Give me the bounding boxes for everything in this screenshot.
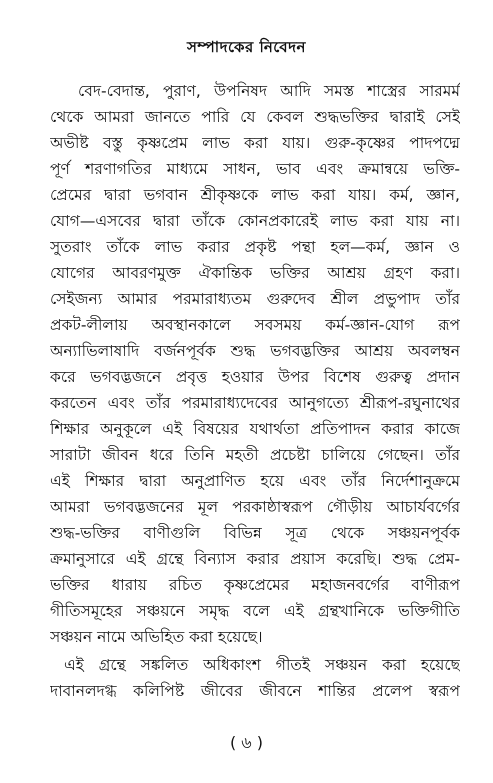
text-line: প্রেমের দ্বারা ভগবান শ্রীকৃষ্ণকে লাভ করা যায়। কর্ম, জ্ঞান, (50, 186, 460, 204)
text-line: বেদ-বেদান্ত, পুরাণ, উপনিষদ আদি সমস্ত শাস্ত্রের সারমর্ম (78, 82, 460, 100)
text-line: করতেন এবং তাঁর পরমারাধ্যদেবের আনুগত্যে শ্রীরূপ-রঘুনাথের (50, 394, 460, 412)
text-line: সেইজন্য আমার পরমারাধ্যতম গুরুদেব শ্রীল প্রভুপাদ তাঁর (50, 290, 460, 308)
text-line: এই শিক্ষার দ্বারা অনুপ্রাণিত হয়ে এবং তাঁর নির্দেশানুক্রমে (50, 472, 460, 490)
text-line: অভীষ্ট বস্তু কৃষ্ণপ্রেম লাভ করা যায়। গুরু-কৃষ্ণের পাদপদ্মে (50, 134, 460, 152)
text-line: অন্যাভিলাষাদি বর্জনপূর্বক শুদ্ধ ভগবদ্ভক্তির আশ্রয় অবলম্বন (50, 342, 460, 360)
text-line: সুতরাং তাঁকে লাভ করার প্রকৃষ্ট পন্থা হল—কর্ম, জ্ঞান ও (50, 238, 460, 256)
text-line: প্রকট-লীলায় অবস্থানকালে সবসময় কর্ম-জ্ঞান-যোগ রূপ (50, 316, 460, 334)
paragraph-1 (50, 78, 460, 650)
text-line: ভক্তির ধারায় রচিত কৃষ্ণপ্রেমের মহাজনবর্গের বাণীরূপ (50, 576, 460, 594)
paragraph-2 (50, 652, 460, 704)
text-line: আমরা ভগবদ্ভজনের মূল পরকাষ্ঠাস্বরূপ গৌড়ীয় আচার্যবর্গের (50, 498, 460, 516)
page-number: ( ৬ ) (229, 733, 264, 752)
text-line: করে ভগবদ্ভজনে প্রবৃত্ত হওয়ার উপর বিশেষ গুরুত্ব প্রদান (50, 368, 460, 386)
text-line: দাবানলদগ্ধ কলিপিষ্ট জীবের জীবনে শান্তির প্রলেপ স্বরূপ (50, 682, 460, 700)
text-line: থেকে আমরা জানতে পারি যে কেবল শুদ্ধভক্তির দ্বারাই সেই (50, 108, 460, 126)
text-line: সঞ্চয়ন নামে অভিহিত করা হয়েছে। (50, 628, 263, 646)
text-line: এই গ্রন্থে সঙ্কলিত অধিকাংশ গীতই সঞ্চয়ন করা হয়েছে (64, 656, 460, 674)
page-title: সম্পাদকের নিবেদন (187, 38, 306, 56)
body-text (50, 78, 460, 704)
text-line: শিক্ষার অনুকূলে এই বিষয়ের যথার্থতা প্রতিপাদন করার কাজে (50, 420, 460, 438)
text-line: যোগের আবরণমুক্ত ঐকান্তিক ভক্তির আশ্রয় গ্রহণ করা। (50, 264, 460, 282)
text-line: গীতিসমূহের সঞ্চয়নে সমৃদ্ধ বলে এই গ্রন্থখানিকে ভক্তিগীতি (50, 602, 460, 620)
text-line: ক্রমানুসারে এই গ্রন্থে বিন্যাস করার প্রয়াস করেছি। শুদ্ধ প্রেম- (50, 550, 460, 568)
text-line: যোগ—এসবের দ্বারা তাঁকে কোনপ্রকারেই লাভ করা যায় না। (50, 212, 460, 230)
text-line: পূর্ণ শরণাগতির মাধ্যমে সাধন, ভাব এবং ক্রমান্বয়ে ভক্তি- (50, 160, 460, 178)
text-line: শুদ্ধ-ভক্তির বাণীগুলি বিভিন্ন সূত্র থেকে সঞ্চয়নপূর্বক (50, 524, 460, 542)
text-line: সারাটা জীবন ধরে তিনি মহতী প্রচেষ্টা চালিয়ে গেছেন। তাঁর (50, 446, 460, 464)
